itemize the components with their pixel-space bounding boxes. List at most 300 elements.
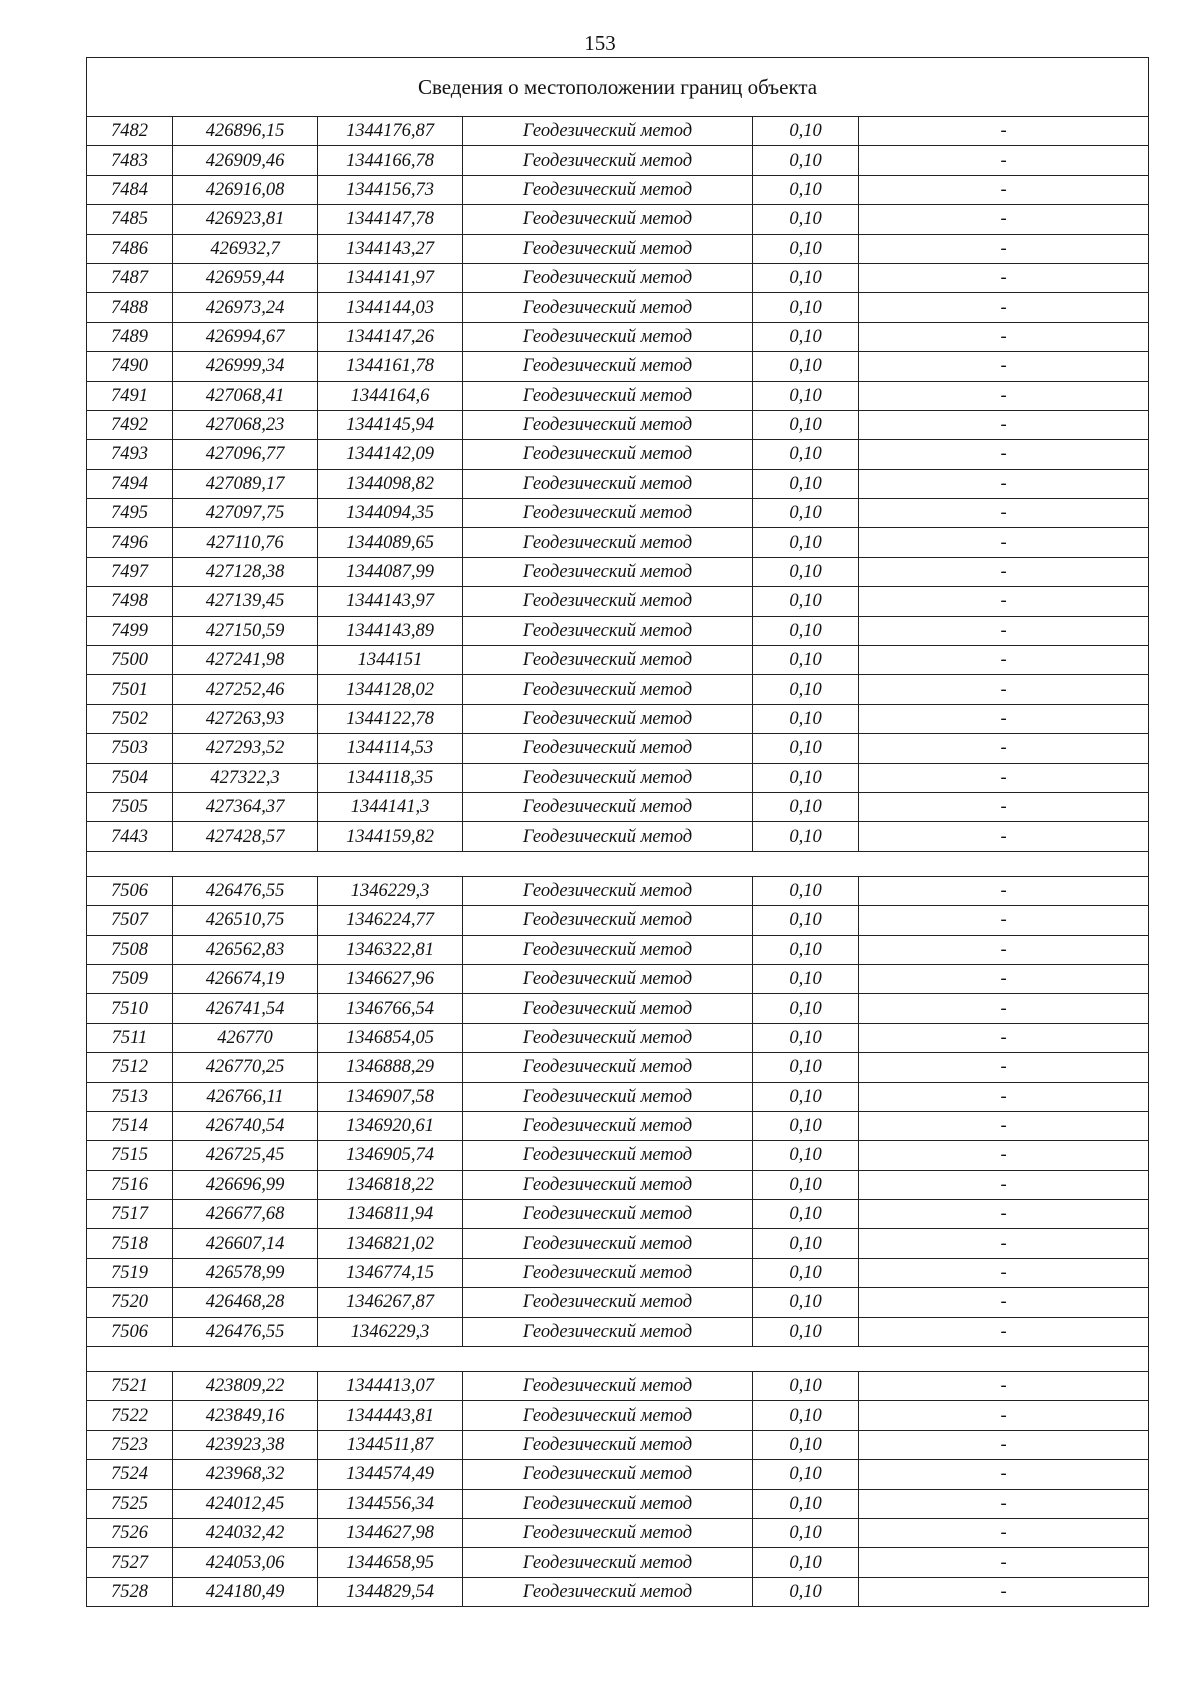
x-coordinate-cell: 426916,08	[173, 175, 318, 204]
method-cell: Геодезический метод	[463, 1170, 753, 1199]
table-row	[87, 935, 1149, 964]
point-number-cell: 7492	[87, 410, 173, 439]
table-row	[87, 117, 1149, 146]
description-cell: -	[859, 146, 1149, 175]
description-cell: -	[859, 876, 1149, 905]
method-cell: Геодезический метод	[463, 763, 753, 792]
point-number-cell: 7513	[87, 1082, 173, 1111]
point-number-cell: 7516	[87, 1170, 173, 1199]
y-coordinate-cell: 1344128,02	[318, 675, 463, 704]
point-number-cell: 7527	[87, 1548, 173, 1577]
description-cell: -	[859, 469, 1149, 498]
description-cell: -	[859, 587, 1149, 616]
description-cell: -	[859, 1229, 1149, 1258]
y-coordinate-cell: 1344144,03	[318, 293, 463, 322]
y-coordinate-cell: 1344443,81	[318, 1401, 463, 1430]
method-cell: Геодезический метод	[463, 263, 753, 292]
x-coordinate-cell: 426741,54	[173, 994, 318, 1023]
table-row	[87, 146, 1149, 175]
table-row	[87, 322, 1149, 351]
accuracy-cell: 0,10	[753, 1489, 859, 1518]
method-cell: Геодезический метод	[463, 352, 753, 381]
section-separator-row	[87, 1347, 1149, 1372]
y-coordinate-cell: 1344164,6	[318, 381, 463, 410]
method-cell: Геодезический метод	[463, 906, 753, 935]
accuracy-cell: 0,10	[753, 1023, 859, 1052]
table-row	[87, 1548, 1149, 1577]
accuracy-cell: 0,10	[753, 293, 859, 322]
accuracy-cell: 0,10	[753, 410, 859, 439]
accuracy-cell: 0,10	[753, 263, 859, 292]
accuracy-cell: 0,10	[753, 381, 859, 410]
table-body	[87, 58, 1149, 1607]
method-cell: Геодезический метод	[463, 117, 753, 146]
table-row	[87, 469, 1149, 498]
point-number-cell: 7486	[87, 234, 173, 263]
x-coordinate-cell: 427128,38	[173, 557, 318, 586]
table-row	[87, 381, 1149, 410]
table-row	[87, 352, 1149, 381]
description-cell: -	[859, 1258, 1149, 1287]
table-row	[87, 499, 1149, 528]
description-cell: -	[859, 1372, 1149, 1401]
x-coordinate-cell: 426725,45	[173, 1141, 318, 1170]
point-number-cell: 7522	[87, 1401, 173, 1430]
accuracy-cell: 0,10	[753, 964, 859, 993]
method-cell: Геодезический метод	[463, 1577, 753, 1606]
point-number-cell: 7493	[87, 440, 173, 469]
x-coordinate-cell: 427322,3	[173, 763, 318, 792]
point-number-cell: 7521	[87, 1372, 173, 1401]
section-separator-cell	[87, 851, 1149, 876]
method-cell: Геодезический метод	[463, 469, 753, 498]
y-coordinate-cell: 1344147,26	[318, 322, 463, 351]
y-coordinate-cell: 1346229,3	[318, 1317, 463, 1346]
accuracy-cell: 0,10	[753, 1111, 859, 1140]
table-title-row	[87, 58, 1149, 117]
description-cell: -	[859, 1141, 1149, 1170]
description-cell: -	[859, 1317, 1149, 1346]
y-coordinate-cell: 1344156,73	[318, 175, 463, 204]
x-coordinate-cell: 427110,76	[173, 528, 318, 557]
table-row	[87, 1082, 1149, 1111]
point-number-cell: 7508	[87, 935, 173, 964]
table-title: Сведения о местоположении границ объекта	[87, 58, 1149, 117]
method-cell: Геодезический метод	[463, 792, 753, 821]
x-coordinate-cell: 424012,45	[173, 1489, 318, 1518]
x-coordinate-cell: 426770	[173, 1023, 318, 1052]
point-number-cell: 7518	[87, 1229, 173, 1258]
accuracy-cell: 0,10	[753, 1460, 859, 1489]
x-coordinate-cell: 426973,24	[173, 293, 318, 322]
x-coordinate-cell: 426959,44	[173, 263, 318, 292]
description-cell: -	[859, 1288, 1149, 1317]
method-cell: Геодезический метод	[463, 410, 753, 439]
x-coordinate-cell: 427089,17	[173, 469, 318, 498]
y-coordinate-cell: 1346267,87	[318, 1288, 463, 1317]
table-row	[87, 1577, 1149, 1606]
method-cell: Геодезический метод	[463, 146, 753, 175]
point-number-cell: 7515	[87, 1141, 173, 1170]
point-number-cell: 7510	[87, 994, 173, 1023]
x-coordinate-cell: 427068,23	[173, 410, 318, 439]
table-row	[87, 587, 1149, 616]
description-cell: -	[859, 1170, 1149, 1199]
table-row	[87, 646, 1149, 675]
boundary-table-container	[86, 57, 1148, 1607]
point-number-cell: 7524	[87, 1460, 173, 1489]
table-row	[87, 1518, 1149, 1547]
accuracy-cell: 0,10	[753, 1258, 859, 1287]
y-coordinate-cell: 1344829,54	[318, 1577, 463, 1606]
x-coordinate-cell: 426677,68	[173, 1200, 318, 1229]
description-cell: -	[859, 906, 1149, 935]
description-cell: -	[859, 792, 1149, 821]
x-coordinate-cell: 426770,25	[173, 1053, 318, 1082]
point-number-cell: 7482	[87, 117, 173, 146]
point-number-cell: 7494	[87, 469, 173, 498]
method-cell: Геодезический метод	[463, 1460, 753, 1489]
method-cell: Геодезический метод	[463, 293, 753, 322]
accuracy-cell: 0,10	[753, 704, 859, 733]
x-coordinate-cell: 424032,42	[173, 1518, 318, 1547]
point-number-cell: 7528	[87, 1577, 173, 1606]
table-row	[87, 1258, 1149, 1287]
x-coordinate-cell: 426674,19	[173, 964, 318, 993]
y-coordinate-cell: 1346854,05	[318, 1023, 463, 1052]
table-row	[87, 528, 1149, 557]
accuracy-cell: 0,10	[753, 935, 859, 964]
method-cell: Геодезический метод	[463, 587, 753, 616]
method-cell: Геодезический метод	[463, 175, 753, 204]
x-coordinate-cell: 426999,34	[173, 352, 318, 381]
method-cell: Геодезический метод	[463, 935, 753, 964]
description-cell: -	[859, 234, 1149, 263]
y-coordinate-cell: 1344143,89	[318, 616, 463, 645]
x-coordinate-cell: 426932,7	[173, 234, 318, 263]
description-cell: -	[859, 935, 1149, 964]
method-cell: Геодезический метод	[463, 1141, 753, 1170]
x-coordinate-cell: 426909,46	[173, 146, 318, 175]
point-number-cell: 7485	[87, 205, 173, 234]
table-row	[87, 704, 1149, 733]
y-coordinate-cell: 1346774,15	[318, 1258, 463, 1287]
accuracy-cell: 0,10	[753, 822, 859, 851]
x-coordinate-cell: 423809,22	[173, 1372, 318, 1401]
description-cell: -	[859, 175, 1149, 204]
point-number-cell: 7517	[87, 1200, 173, 1229]
accuracy-cell: 0,10	[753, 1518, 859, 1547]
method-cell: Геодезический метод	[463, 205, 753, 234]
accuracy-cell: 0,10	[753, 646, 859, 675]
description-cell: -	[859, 763, 1149, 792]
method-cell: Геодезический метод	[463, 528, 753, 557]
point-number-cell: 7490	[87, 352, 173, 381]
table-row	[87, 876, 1149, 905]
x-coordinate-cell: 423968,32	[173, 1460, 318, 1489]
description-cell: -	[859, 1489, 1149, 1518]
description-cell: -	[859, 1111, 1149, 1140]
table-row	[87, 205, 1149, 234]
accuracy-cell: 0,10	[753, 675, 859, 704]
method-cell: Геодезический метод	[463, 1229, 753, 1258]
method-cell: Геодезический метод	[463, 704, 753, 733]
accuracy-cell: 0,10	[753, 1288, 859, 1317]
description-cell: -	[859, 1200, 1149, 1229]
point-number-cell: 7526	[87, 1518, 173, 1547]
point-number-cell: 7507	[87, 906, 173, 935]
point-number-cell: 7506	[87, 1317, 173, 1346]
description-cell: -	[859, 499, 1149, 528]
accuracy-cell: 0,10	[753, 175, 859, 204]
accuracy-cell: 0,10	[753, 1317, 859, 1346]
y-coordinate-cell: 1344145,94	[318, 410, 463, 439]
description-cell: -	[859, 1053, 1149, 1082]
y-coordinate-cell: 1344098,82	[318, 469, 463, 498]
accuracy-cell: 0,10	[753, 205, 859, 234]
point-number-cell: 7506	[87, 876, 173, 905]
y-coordinate-cell: 1346821,02	[318, 1229, 463, 1258]
point-number-cell: 7503	[87, 734, 173, 763]
table-row	[87, 1317, 1149, 1346]
table-row	[87, 675, 1149, 704]
y-coordinate-cell: 1346224,77	[318, 906, 463, 935]
y-coordinate-cell: 1344118,35	[318, 763, 463, 792]
x-coordinate-cell: 426766,11	[173, 1082, 318, 1111]
x-coordinate-cell: 427252,46	[173, 675, 318, 704]
x-coordinate-cell: 426740,54	[173, 1111, 318, 1140]
x-coordinate-cell: 427139,45	[173, 587, 318, 616]
description-cell: -	[859, 616, 1149, 645]
y-coordinate-cell: 1346905,74	[318, 1141, 463, 1170]
y-coordinate-cell: 1344122,78	[318, 704, 463, 733]
table-row	[87, 906, 1149, 935]
y-coordinate-cell: 1344166,78	[318, 146, 463, 175]
point-number-cell: 7489	[87, 322, 173, 351]
description-cell: -	[859, 822, 1149, 851]
description-cell: -	[859, 440, 1149, 469]
x-coordinate-cell: 426923,81	[173, 205, 318, 234]
x-coordinate-cell: 426476,55	[173, 1317, 318, 1346]
description-cell: -	[859, 322, 1149, 351]
section-separator-cell	[87, 1347, 1149, 1372]
boundary-coordinates-table	[86, 57, 1149, 1607]
table-row	[87, 1401, 1149, 1430]
accuracy-cell: 0,10	[753, 146, 859, 175]
point-number-cell: 7512	[87, 1053, 173, 1082]
method-cell: Геодезический метод	[463, 822, 753, 851]
x-coordinate-cell: 427293,52	[173, 734, 318, 763]
table-row	[87, 1170, 1149, 1199]
x-coordinate-cell: 426578,99	[173, 1258, 318, 1287]
table-row	[87, 293, 1149, 322]
point-number-cell: 7499	[87, 616, 173, 645]
point-number-cell: 7514	[87, 1111, 173, 1140]
method-cell: Геодезический метод	[463, 1518, 753, 1547]
point-number-cell: 7498	[87, 587, 173, 616]
point-number-cell: 7520	[87, 1288, 173, 1317]
description-cell: -	[859, 263, 1149, 292]
point-number-cell: 7495	[87, 499, 173, 528]
y-coordinate-cell: 1344143,27	[318, 234, 463, 263]
accuracy-cell: 0,10	[753, 994, 859, 1023]
table-row	[87, 1200, 1149, 1229]
x-coordinate-cell: 423923,38	[173, 1430, 318, 1459]
method-cell: Геодезический метод	[463, 675, 753, 704]
description-cell: -	[859, 1548, 1149, 1577]
method-cell: Геодезический метод	[463, 1023, 753, 1052]
x-coordinate-cell: 427150,59	[173, 616, 318, 645]
method-cell: Геодезический метод	[463, 1401, 753, 1430]
method-cell: Геодезический метод	[463, 876, 753, 905]
y-coordinate-cell: 1344147,78	[318, 205, 463, 234]
accuracy-cell: 0,10	[753, 557, 859, 586]
table-row	[87, 234, 1149, 263]
description-cell: -	[859, 293, 1149, 322]
method-cell: Геодезический метод	[463, 440, 753, 469]
method-cell: Геодезический метод	[463, 1372, 753, 1401]
y-coordinate-cell: 1344141,3	[318, 792, 463, 821]
y-coordinate-cell: 1346229,3	[318, 876, 463, 905]
method-cell: Геодезический метод	[463, 381, 753, 410]
x-coordinate-cell: 426468,28	[173, 1288, 318, 1317]
point-number-cell: 7484	[87, 175, 173, 204]
method-cell: Геодезический метод	[463, 964, 753, 993]
y-coordinate-cell: 1344511,87	[318, 1430, 463, 1459]
accuracy-cell: 0,10	[753, 1053, 859, 1082]
table-row	[87, 734, 1149, 763]
point-number-cell: 7525	[87, 1489, 173, 1518]
description-cell: -	[859, 557, 1149, 586]
method-cell: Геодезический метод	[463, 499, 753, 528]
x-coordinate-cell: 426896,15	[173, 117, 318, 146]
page-number: 153	[584, 31, 616, 55]
y-coordinate-cell: 1344658,95	[318, 1548, 463, 1577]
description-cell: -	[859, 1082, 1149, 1111]
x-coordinate-cell: 426562,83	[173, 935, 318, 964]
point-number-cell: 7519	[87, 1258, 173, 1287]
point-number-cell: 7443	[87, 822, 173, 851]
description-cell: -	[859, 117, 1149, 146]
table-row	[87, 792, 1149, 821]
table-row	[87, 175, 1149, 204]
accuracy-cell: 0,10	[753, 906, 859, 935]
accuracy-cell: 0,10	[753, 440, 859, 469]
point-number-cell: 7511	[87, 1023, 173, 1052]
accuracy-cell: 0,10	[753, 1200, 859, 1229]
y-coordinate-cell: 1344176,87	[318, 117, 463, 146]
x-coordinate-cell: 426994,67	[173, 322, 318, 351]
accuracy-cell: 0,10	[753, 1141, 859, 1170]
accuracy-cell: 0,10	[753, 616, 859, 645]
accuracy-cell: 0,10	[753, 1548, 859, 1577]
x-coordinate-cell: 426476,55	[173, 876, 318, 905]
accuracy-cell: 0,10	[753, 469, 859, 498]
table-row	[87, 1141, 1149, 1170]
description-cell: -	[859, 205, 1149, 234]
method-cell: Геодезический метод	[463, 1548, 753, 1577]
accuracy-cell: 0,10	[753, 1577, 859, 1606]
table-row	[87, 1111, 1149, 1140]
description-cell: -	[859, 1577, 1149, 1606]
table-row	[87, 763, 1149, 792]
accuracy-cell: 0,10	[753, 234, 859, 263]
x-coordinate-cell: 427097,75	[173, 499, 318, 528]
method-cell: Геодезический метод	[463, 994, 753, 1023]
point-number-cell: 7488	[87, 293, 173, 322]
accuracy-cell: 0,10	[753, 1430, 859, 1459]
point-number-cell: 7496	[87, 528, 173, 557]
method-cell: Геодезический метод	[463, 1430, 753, 1459]
description-cell: -	[859, 381, 1149, 410]
description-cell: -	[859, 352, 1149, 381]
method-cell: Геодезический метод	[463, 1317, 753, 1346]
x-coordinate-cell: 427263,93	[173, 704, 318, 733]
description-cell: -	[859, 1430, 1149, 1459]
point-number-cell: 7491	[87, 381, 173, 410]
point-number-cell: 7487	[87, 263, 173, 292]
method-cell: Геодезический метод	[463, 234, 753, 263]
table-row	[87, 1023, 1149, 1052]
table-row	[87, 263, 1149, 292]
table-row	[87, 1288, 1149, 1317]
accuracy-cell: 0,10	[753, 876, 859, 905]
table-row	[87, 1460, 1149, 1489]
description-cell: -	[859, 675, 1149, 704]
description-cell: -	[859, 964, 1149, 993]
description-cell: -	[859, 528, 1149, 557]
table-row	[87, 557, 1149, 586]
x-coordinate-cell: 427364,37	[173, 792, 318, 821]
accuracy-cell: 0,10	[753, 792, 859, 821]
accuracy-cell: 0,10	[753, 117, 859, 146]
x-coordinate-cell: 423849,16	[173, 1401, 318, 1430]
y-coordinate-cell: 1344143,97	[318, 587, 463, 616]
y-coordinate-cell: 1346920,61	[318, 1111, 463, 1140]
description-cell: -	[859, 1518, 1149, 1547]
y-coordinate-cell: 1344142,09	[318, 440, 463, 469]
y-coordinate-cell: 1346907,58	[318, 1082, 463, 1111]
table-row	[87, 1053, 1149, 1082]
description-cell: -	[859, 704, 1149, 733]
table-row	[87, 1489, 1149, 1518]
point-number-cell: 7483	[87, 146, 173, 175]
point-number-cell: 7523	[87, 1430, 173, 1459]
y-coordinate-cell: 1346811,94	[318, 1200, 463, 1229]
point-number-cell: 7497	[87, 557, 173, 586]
table-row	[87, 1229, 1149, 1258]
table-row	[87, 822, 1149, 851]
x-coordinate-cell: 424180,49	[173, 1577, 318, 1606]
method-cell: Геодезический метод	[463, 1258, 753, 1287]
y-coordinate-cell: 1344413,07	[318, 1372, 463, 1401]
y-coordinate-cell: 1346766,54	[318, 994, 463, 1023]
table-row	[87, 440, 1149, 469]
method-cell: Геодезический метод	[463, 557, 753, 586]
point-number-cell: 7500	[87, 646, 173, 675]
y-coordinate-cell: 1344094,35	[318, 499, 463, 528]
y-coordinate-cell: 1344574,49	[318, 1460, 463, 1489]
point-number-cell: 7509	[87, 964, 173, 993]
y-coordinate-cell: 1346627,96	[318, 964, 463, 993]
x-coordinate-cell: 427428,57	[173, 822, 318, 851]
y-coordinate-cell: 1344141,97	[318, 263, 463, 292]
accuracy-cell: 0,10	[753, 763, 859, 792]
x-coordinate-cell: 427241,98	[173, 646, 318, 675]
point-number-cell: 7501	[87, 675, 173, 704]
method-cell: Геодезический метод	[463, 646, 753, 675]
y-coordinate-cell: 1344556,34	[318, 1489, 463, 1518]
